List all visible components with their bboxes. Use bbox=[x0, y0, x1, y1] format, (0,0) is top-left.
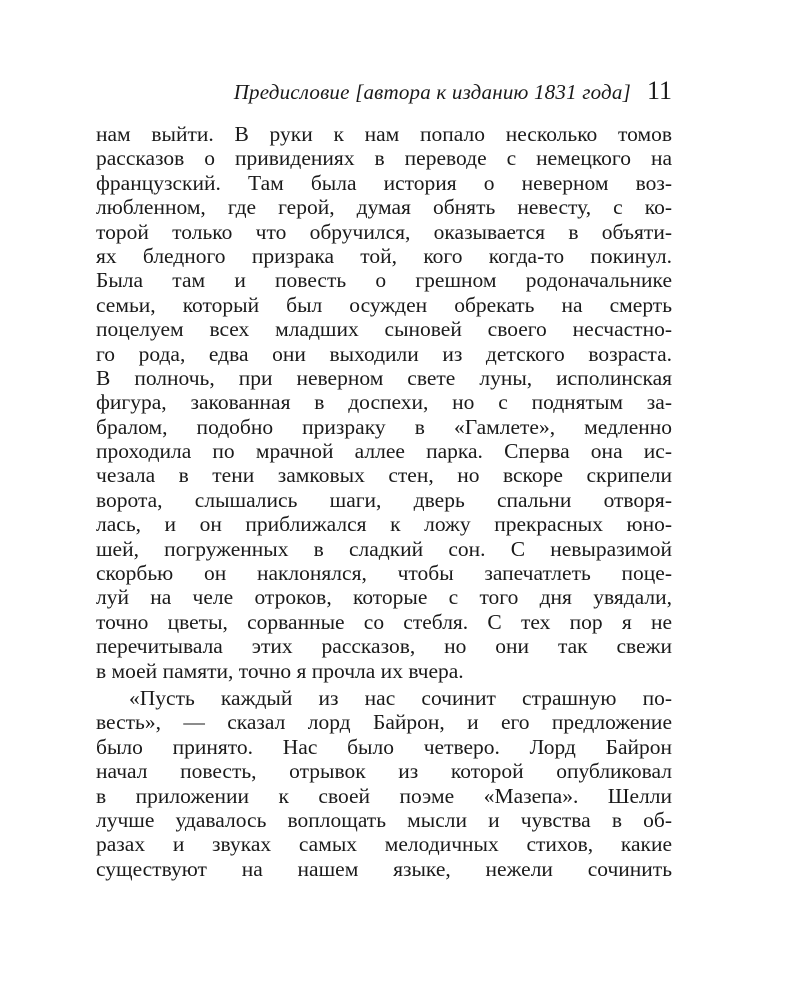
text-line: разах и звуках самых мелодичных стихов, какие bbox=[96, 832, 672, 857]
text-line: точно цветы, сорванные со стебля. С тех пор я не bbox=[96, 609, 672, 634]
text-line: чезала в тени замковых стен, но вскоре скрипели bbox=[96, 463, 672, 488]
text-line: французский. Там была история о неверном воз- bbox=[96, 170, 672, 195]
text-line: торой только что обручился, оказывается в объяти- bbox=[96, 219, 672, 244]
text-line: было принято. Нас было четверо. Лорд Байрон bbox=[96, 734, 672, 759]
text-line: фигура, закованная в доспехи, но с поднятым за- bbox=[96, 390, 672, 415]
text-line: ях бледного призрака той, кого когда-то покинул. bbox=[96, 243, 672, 268]
text-line: существуют на нашем языке, нежели сочинить bbox=[96, 856, 672, 881]
text-line: семьи, который был осужден обрекать на смерть bbox=[96, 292, 672, 317]
text-line: «Пусть каждый из нас сочинит страшную по- bbox=[129, 685, 672, 710]
body-text bbox=[96, 122, 672, 881]
paragraph-1 bbox=[96, 122, 672, 683]
text-line: ворота, слышались шаги, дверь спальни отворя- bbox=[96, 487, 672, 512]
text-line: проходила по мрачной аллее парка. Сперва она ис- bbox=[96, 439, 672, 464]
text-line: Была там и повесть о грешном родоначальнике bbox=[96, 268, 672, 293]
text-line: скорбью он наклонялся, чтобы запечатлеть поце- bbox=[96, 561, 672, 586]
text-line: любленном, где герой, думая обнять невесту, с ко- bbox=[96, 195, 672, 220]
text-line: лучше удавалось воплощать мысли и чувства в об- bbox=[96, 807, 672, 832]
text-line: перечитывала этих рассказов, но они так свежи bbox=[96, 634, 672, 659]
text-line: весть», — сказал лорд Байрон, и его предложение bbox=[96, 710, 672, 735]
text-line: в приложении к своей поэме «Мазепа». Шелли bbox=[96, 783, 672, 808]
text-line: в моей памяти, точно я прочла их вчера. bbox=[96, 658, 464, 683]
page-header bbox=[96, 76, 672, 110]
text-line: лась, и он приближался к ложу прекрасных юно- bbox=[96, 512, 672, 537]
paragraph-2 bbox=[96, 686, 672, 881]
text-line: В полночь, при неверном свете луны, исполинская bbox=[96, 365, 672, 390]
text-line: го рода, едва они выходили из детского возраста. bbox=[96, 341, 672, 366]
text-line: луй на челе отроков, которые с того дня увядали, bbox=[96, 585, 672, 610]
text-line: начал повесть, отрывок из которой опубликовал bbox=[96, 759, 672, 784]
text-line: рассказов о привидениях в переводе с немецкого на bbox=[96, 146, 672, 171]
text-line: нам выйти. В руки к нам попало несколько томов bbox=[96, 122, 672, 146]
text-line: поцелуем всех младших сыновей своего несчастно- bbox=[96, 317, 672, 342]
page-number: 11 bbox=[646, 76, 672, 105]
text-line: шей, погруженных в сладкий сон. С невыразимой bbox=[96, 536, 672, 561]
text-line: бралом, подобно призраку в «Гамлете», медленно bbox=[96, 414, 672, 439]
running-head: Предисловие [автора к изданию 1831 года] bbox=[233, 80, 631, 104]
